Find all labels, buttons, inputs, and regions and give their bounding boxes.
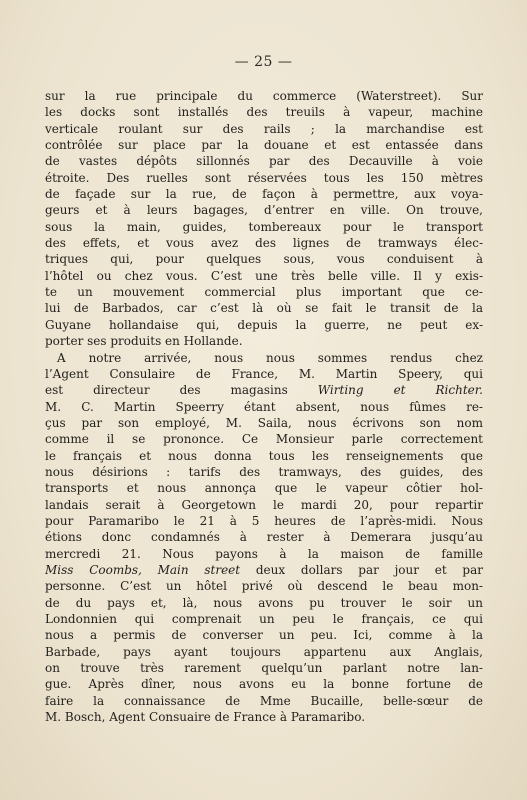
text-line: faire la connaissance de Mme Bucaille, belle-sœur de	[45, 693, 483, 708]
text-line: M. C. Martin Speerry étant absent, nous fûmes re-	[45, 399, 483, 414]
text-segment: deux dollars par jour et par	[240, 562, 483, 577]
text-line: te un mouvement commercial plus important que ce-	[45, 285, 483, 300]
italic-segment: Wirting et Richter.	[317, 383, 483, 398]
text-line: contrôlée sur place par la douane et est entassée dans	[45, 138, 483, 153]
text-line: geurs et à leurs bagages, d’entrer en ville. On trouve,	[45, 203, 483, 218]
text-line: de vastes dépôts sillonnés par des Decauville à voie	[45, 154, 483, 169]
text-line: landais serait à Georgetown le mardi 20, pour repartir	[45, 497, 483, 512]
text-segment: est directeur des magasins	[45, 383, 318, 398]
text-line: des effets, et vous avez des lignes de tramways élec-	[45, 236, 483, 251]
text-line: l’hôtel ou chez vous. C’est une très belle ville. Il y exis-	[45, 268, 483, 283]
text-line	[45, 382, 483, 398]
italic-segment: Miss Coombs, Main street	[45, 562, 241, 577]
text-line: Guyane hollandaise qui, depuis la guerre, ne peut ex-	[45, 317, 483, 332]
text-line: de façade sur la rue, de façon à permettre, aux voya-	[45, 187, 483, 202]
page-number: — 25 —	[234, 54, 293, 70]
text-line: nous désirions : tarifs des tramways, des guides, des	[45, 464, 483, 479]
text-line: transports et nous annonça que le vapeur côtier hol-	[45, 481, 483, 496]
text-line: personne. C’est un hôtel privé où descend le beau mon-	[45, 579, 483, 594]
text-line: les docks sont installés des treuils à vapeur, machine	[45, 105, 483, 120]
text-line: nous a permis de converser un peu. Ici, comme à la	[45, 628, 483, 643]
text-line: étions donc condamnés à rester à Demerara jusqu’au	[45, 530, 483, 545]
text-line: verticale roulant sur des rails ; la marchandise est	[45, 121, 483, 136]
text-line: triques qui, pour quelques sous, vous conduisent à	[45, 252, 483, 267]
text-line: A notre arrivée, nous nous sommes rendus chez	[57, 350, 483, 365]
text-line: Barbade, pays ayant toujours appartenu aux Anglais,	[45, 644, 483, 659]
text-line: étroite. Des ruelles sont réservées tous les 150 mètres	[45, 170, 483, 185]
text-line: mercredi 21. Nous payons à la maison de famille	[45, 546, 483, 561]
text-line: M. Bosch, Agent Consuaire de France à Paramaribo.	[45, 710, 366, 725]
text-line: çus par son employé, M. Saila, nous écrivons son nom	[45, 415, 483, 430]
body-text	[45, 88, 483, 725]
text-line: sur la rue principale du commerce (Waterstreet). Sur	[45, 89, 483, 103]
text-line: de du pays et, là, nous avons pu trouver le soir un	[45, 595, 483, 610]
text-line: comme il se prononce. Ce Monsieur parle correctement	[45, 432, 483, 447]
text-line: le français et nous donna tous les renseignements que	[45, 448, 483, 463]
text-line: on trouve très rarement quelqu’un parlant notre lan-	[45, 661, 483, 676]
text-line: porter ses produits en Hollande.	[45, 334, 243, 349]
text-line: lui de Barbados, car c’est là où se fait le transit de la	[45, 301, 483, 316]
text-line	[45, 562, 483, 578]
text-line: gue. Après dîner, nous avons eu la bonne fortune de	[45, 677, 483, 692]
text-line: pour Paramaribo le 21 à 5 heures de l’après-midi. Nous	[45, 513, 483, 528]
text-line: l’Agent Consulaire de France, M. Martin Speery, qui	[45, 366, 483, 381]
text-line: Londonnien qui comprenait un peu le français, ce qui	[45, 612, 483, 626]
text-line: sous la main, guides, tombereaux pour le transport	[45, 219, 483, 234]
